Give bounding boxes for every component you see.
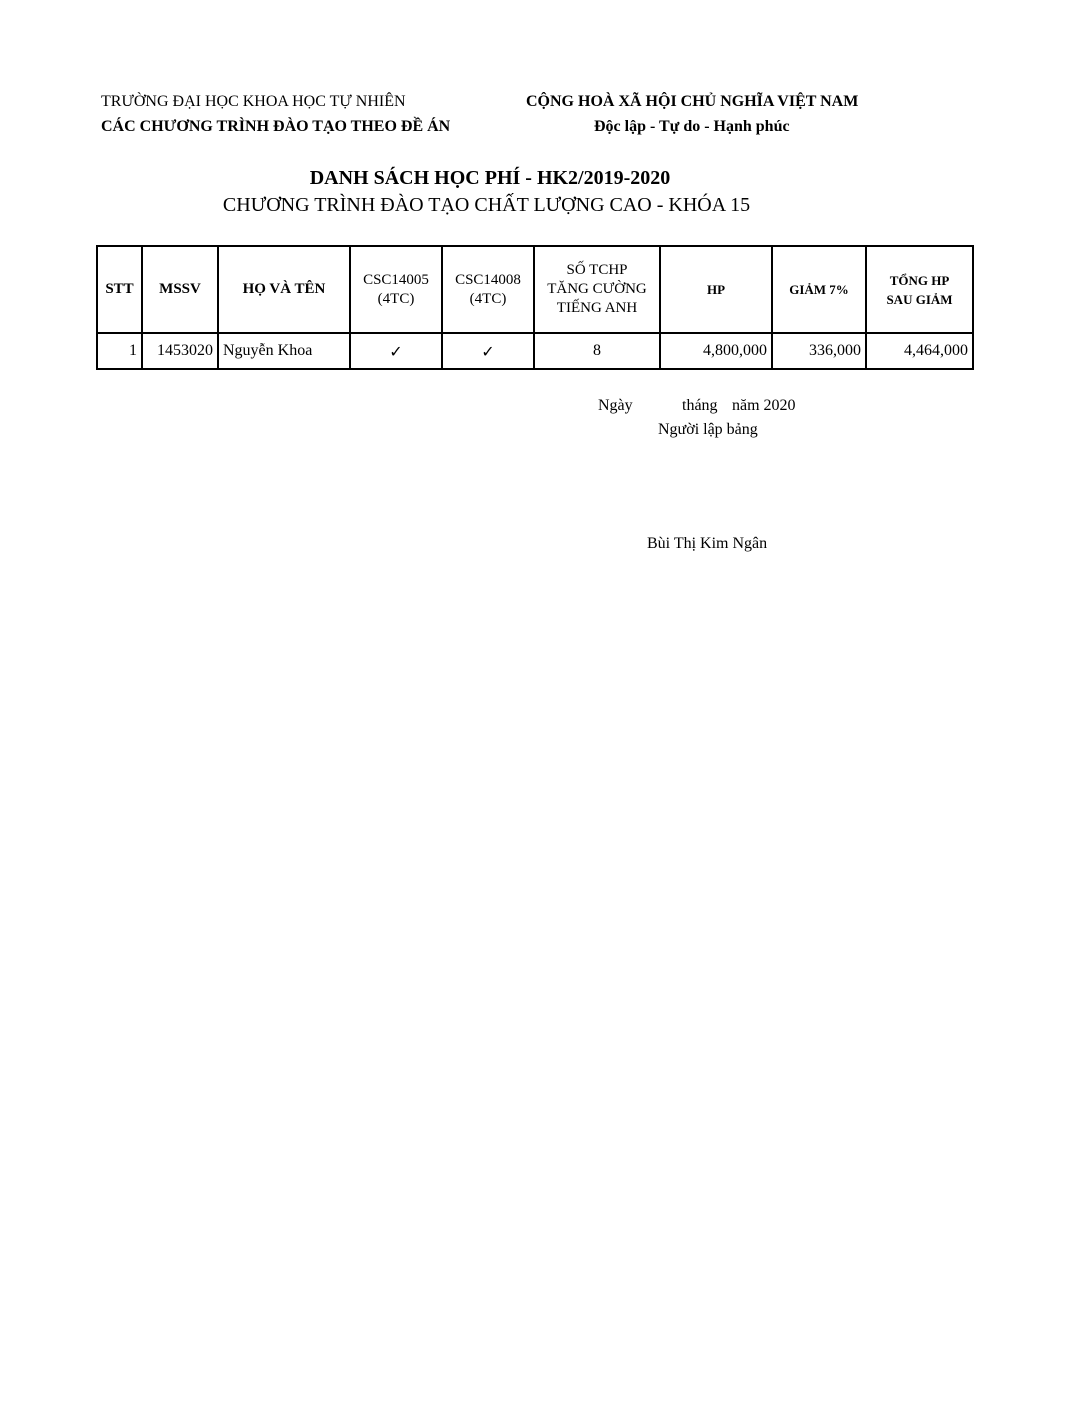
date-day-label: Ngày (598, 397, 633, 414)
total-line2: SAU GIẢM (886, 291, 953, 307)
col-header-total (866, 246, 973, 333)
total-line1: TỔNG HP (889, 272, 950, 288)
col-header-mssv: MSSV (142, 246, 218, 333)
university-name: TRƯỜNG ĐẠI HỌC KHOA HỌC TỰ NHIÊN (101, 93, 406, 110)
preparer-role: Người lập bảng (658, 421, 758, 438)
cell-discount: 336,000 (772, 333, 866, 369)
date-month-label: tháng (682, 397, 718, 414)
col-header-english-credits (534, 246, 660, 333)
col-header-stt: STT (97, 246, 142, 333)
col-header-name: HỌ VÀ TÊN (218, 246, 350, 333)
checkmark-icon: ✓ (442, 333, 534, 369)
english-credits-line3: TIẾNG ANH (556, 300, 638, 316)
course1-code: CSC14005 (363, 271, 429, 288)
col-header-course1 (350, 246, 442, 333)
cell-name: Nguyễn Khoa (218, 333, 350, 369)
cell-total: 4,464,000 (866, 333, 973, 369)
course1-credits: (4TC) (377, 290, 415, 307)
cell-mssv: 1453020 (142, 333, 218, 369)
national-title: CỘNG HOÀ XÃ HỘI CHỦ NGHĨA VIỆT NAM (526, 93, 859, 110)
cell-stt: 1 (97, 333, 142, 369)
table-header-row (97, 246, 973, 333)
document-title: DANH SÁCH HỌC PHÍ - HK2/2019-2020 (309, 167, 671, 189)
program-name: CÁC CHƯƠNG TRÌNH ĐÀO TẠO THEO ĐỀ ÁN (101, 118, 451, 135)
col-header-discount: GIẢM 7% (772, 246, 866, 333)
course2-code: CSC14008 (455, 271, 521, 288)
signature-date (598, 397, 796, 415)
english-credits-line2: TĂNG CƯỜNG (547, 281, 647, 297)
course2-credits: (4TC) (469, 290, 507, 307)
cell-hp: 4,800,000 (660, 333, 772, 369)
document-subtitle: CHƯƠNG TRÌNH ĐÀO TẠO CHẤT LƯỢNG CAO - KHÓA 15 (222, 194, 751, 216)
cell-english-credits: 8 (534, 333, 660, 369)
tuition-table (96, 245, 974, 370)
english-credits-line1: SỐ TCHP (566, 262, 628, 278)
col-header-course2 (442, 246, 534, 333)
national-motto: Độc lập - Tự do - Hạnh phúc (594, 118, 790, 135)
date-year-label: năm 2020 (732, 397, 796, 414)
preparer-name: Bùi Thị Kim Ngân (647, 535, 768, 552)
col-header-hp: HP (660, 246, 772, 333)
table-row (97, 333, 973, 369)
checkmark-icon: ✓ (350, 333, 442, 369)
